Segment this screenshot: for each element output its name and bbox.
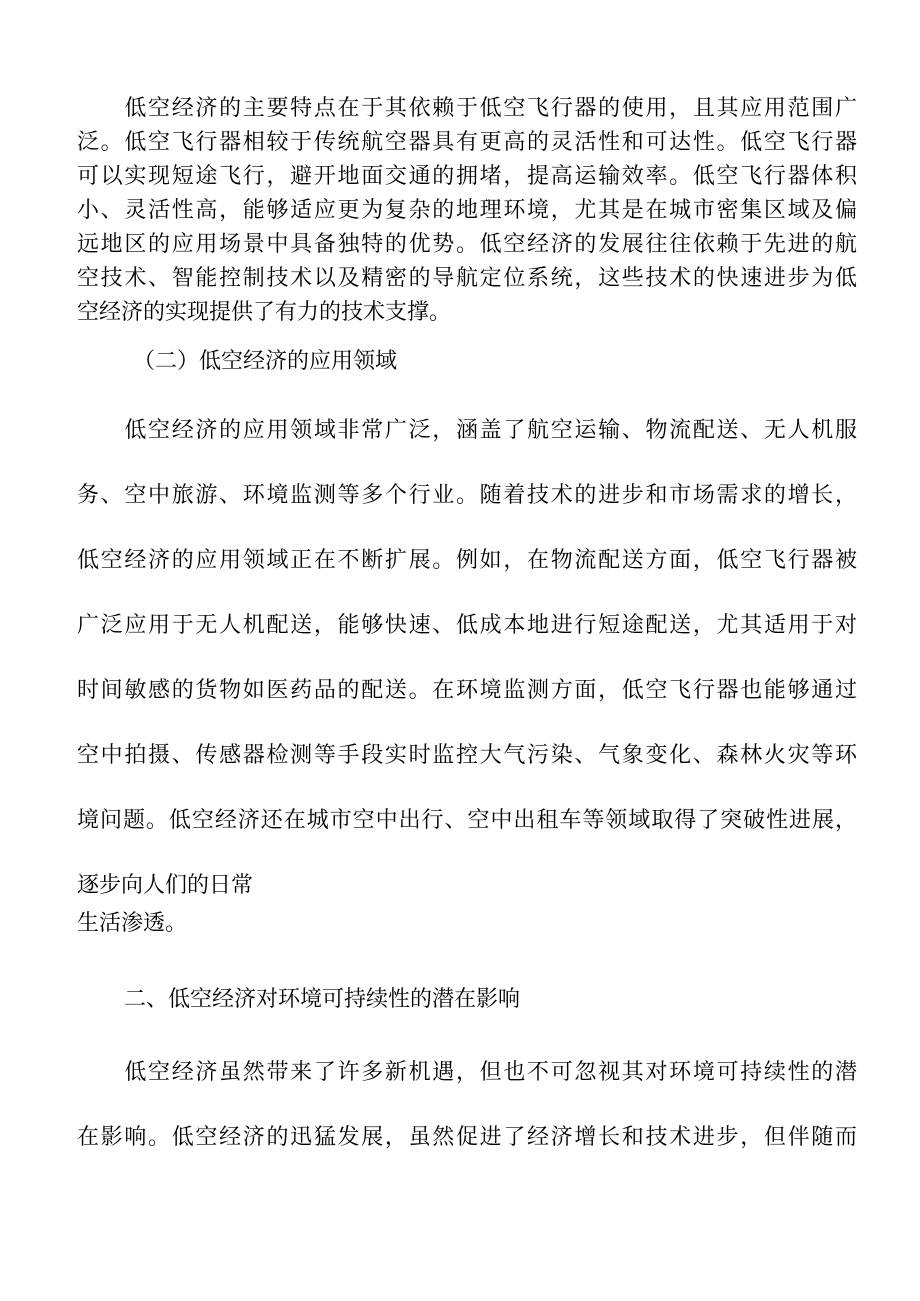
paragraph-3-line-2: 在影响。低空经济的迅猛发展，虽然促进了经济增长和技术进步，但伴随而 xyxy=(77,1125,857,1150)
paragraph-1-line-1: 低空经济的主要特点在于其依赖于低空飞行器的使用，且其应用范围广 xyxy=(77,96,857,121)
paragraph-1-line-5: 远地区的应用场景中具备独特的优势。低空经济的发展往往依赖于先进的航 xyxy=(77,232,857,257)
paragraph-2-line-7: 境问题。低空经济还在城市空中出行、空中出租车等领域取得了突破性进展， xyxy=(77,808,857,833)
section-heading-environmental-impact: 二、低空经济对环境可持续性的潜在影响 xyxy=(124,987,521,1012)
paragraph-2-line-2: 务、空中旅游、环境监测等多个行业。随着技术的进步和市场需求的增长， xyxy=(77,483,857,508)
paragraph-1-line-3: 可以实现短途飞行，避开地面交通的拥堵，提高运输效率。低空飞行器体积 xyxy=(77,164,857,189)
paragraph-2-line-6: 空中拍摄、传感器检测等手段实时监控大气污染、气象变化、森林火灾等环 xyxy=(77,743,857,768)
paragraph-2-line-8: 逐步向人们的日常 xyxy=(77,873,254,898)
section-heading-application-fields: （二）低空经济的应用领域 xyxy=(133,349,398,374)
paragraph-2-line-1: 低空经济的应用领域非常广泛，涵盖了航空运输、物流配送、无人机服 xyxy=(77,418,857,443)
paragraph-1-line-6: 空技术、智能控制技术以及精密的导航定位系统，这些技术的快速进步为低 xyxy=(77,266,857,291)
paragraph-1-line-2: 泛。低空飞行器相较于传统航空器具有更高的灵活性和可达性。低空飞行器 xyxy=(77,130,857,155)
paragraph-2-line-4: 广泛应用于无人机配送，能够快速、低成本地进行短途配送，尤其适用于对 xyxy=(77,613,857,638)
paragraph-2-line-3: 低空经济的应用领域正在不断扩展。例如，在物流配送方面，低空飞行器被 xyxy=(77,548,857,573)
paragraph-3-line-1: 低空经济虽然带来了许多新机遇，但也不可忽视其对环境可持续性的潜 xyxy=(77,1060,857,1085)
paragraph-1-line-4: 小、灵活性高，能够适应更为复杂的地理环境，尤其是在城市密集区域及偏 xyxy=(77,198,857,223)
paragraph-1-line-7: 空经济的实现提供了有力的技术支撑。 xyxy=(77,300,452,325)
paragraph-2-line-9: 生活渗透。 xyxy=(77,911,188,936)
paragraph-2-line-5: 时间敏感的货物如医药品的配送。在环境监测方面，低空飞行器也能够通过 xyxy=(77,678,857,703)
